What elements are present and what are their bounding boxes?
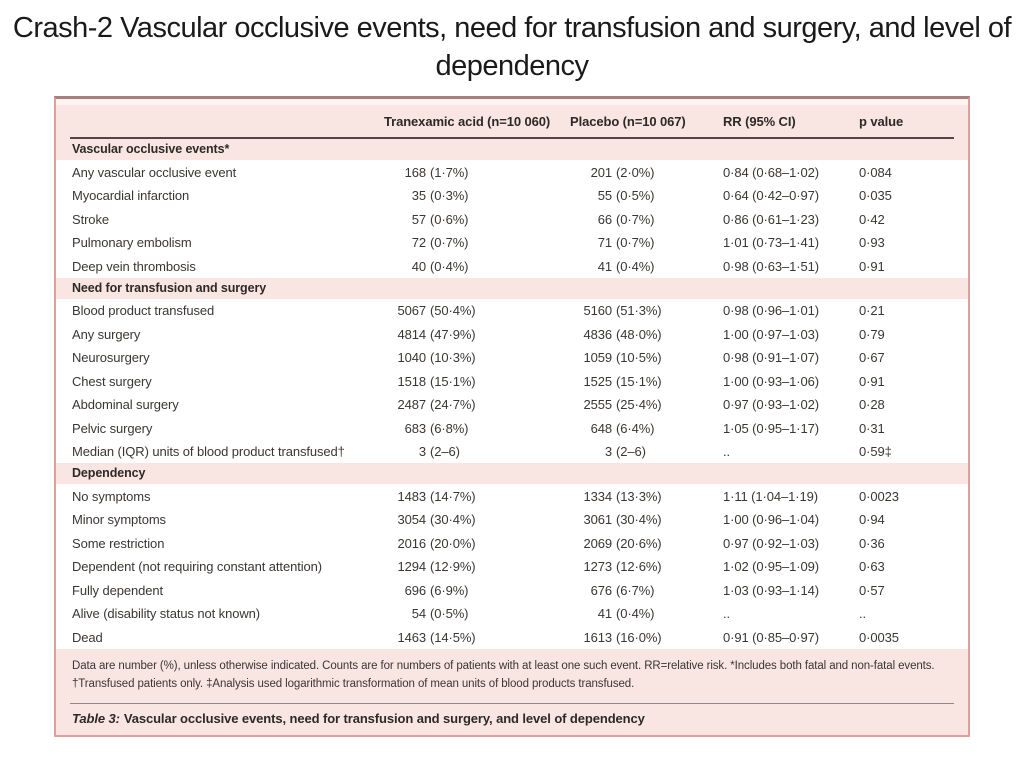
cell-pvalue: 0·91 <box>859 258 885 274</box>
column-header-tranexamic: Tranexamic acid (n=10 060) <box>384 114 551 130</box>
cell-count: 1483 <box>397 488 426 504</box>
cell-percent: (15·1%) <box>616 373 662 389</box>
row-label: Myocardial infarction <box>72 188 190 204</box>
cell-rr: 1·00 (0·97–1·03) <box>723 326 819 342</box>
cell-count: 2016 <box>397 535 426 551</box>
cell-tranexamic <box>374 489 560 504</box>
table-row <box>56 531 968 555</box>
cell-count: 66 <box>597 211 612 227</box>
column-header-pvalue: p value <box>859 114 904 130</box>
cell-rr: 1·02 (0·95–1·09) <box>723 559 819 575</box>
table-row <box>56 440 968 464</box>
cell-rr: 0·98 (0·63–1·51) <box>723 258 819 274</box>
cell-percent: (0·5%) <box>616 188 655 204</box>
cell-tranexamic <box>374 235 560 250</box>
cell-rr: 1·11 (1·04–1·19) <box>723 488 818 504</box>
cell-pvalue: 0·42 <box>859 211 885 227</box>
cell-percent: (20·0%) <box>430 535 476 551</box>
cell-placebo <box>560 512 710 527</box>
cell-count: 72 <box>411 235 426 251</box>
column-header-placebo: Placebo (n=10 067) <box>570 114 686 130</box>
cell-count: 1059 <box>583 350 612 366</box>
cell-placebo <box>560 421 710 436</box>
cell-rr: .. <box>723 444 731 460</box>
table-row <box>56 508 968 532</box>
cell-rr: 1·01 (0·73–1·41) <box>723 235 819 251</box>
cell-percent: (10·3%) <box>430 350 476 366</box>
cell-percent: (6·7%) <box>616 582 655 598</box>
cell-percent: (16·0%) <box>616 629 662 645</box>
cell-count: 1518 <box>397 373 426 389</box>
row-label: Neurosurgery <box>72 350 150 366</box>
cell-percent: (24·7%) <box>430 397 476 413</box>
cell-percent: (48·0%) <box>616 326 662 342</box>
cell-percent: (0·7%) <box>616 211 655 227</box>
row-label: Alive (disability status not known) <box>72 606 260 622</box>
cell-count: 35 <box>411 188 426 204</box>
cell-count: 3 <box>418 444 426 460</box>
cell-placebo <box>560 235 710 250</box>
cell-placebo <box>560 188 710 203</box>
cell-count: 1463 <box>397 629 426 645</box>
cell-pvalue: 0·67 <box>859 350 885 366</box>
cell-percent: (1·7%) <box>430 164 469 180</box>
table-row <box>56 322 968 346</box>
cell-count: 41 <box>597 606 612 622</box>
cell-tranexamic <box>374 630 560 645</box>
cell-pvalue: 0·28 <box>859 397 885 413</box>
table-row <box>56 254 968 278</box>
cell-percent: (14·7%) <box>430 488 476 504</box>
section-header: Need for transfusion and surgery <box>72 280 267 295</box>
cell-count: 3061 <box>583 512 612 528</box>
table-row <box>56 416 968 440</box>
cell-placebo <box>560 397 710 412</box>
cell-tranexamic <box>374 421 560 436</box>
row-label: Dead <box>72 629 103 645</box>
cell-rr: 1·00 (0·96–1·04) <box>723 512 819 528</box>
cell-placebo <box>560 165 710 180</box>
table-row <box>56 484 968 508</box>
cell-count: 696 <box>404 582 426 598</box>
cell-placebo <box>560 374 710 389</box>
section-rows <box>56 484 968 649</box>
row-label: Stroke <box>72 211 109 227</box>
row-label: Abdominal surgery <box>72 397 179 413</box>
cell-count: 2069 <box>583 535 612 551</box>
cell-rr: .. <box>723 606 731 622</box>
cell-tranexamic <box>374 606 560 621</box>
cell-rr: 1·00 (0·93–1·06) <box>723 373 819 389</box>
table-caption-label: Table 3: <box>72 711 120 726</box>
cell-percent: (12·6%) <box>616 559 662 575</box>
cell-percent: (12·9%) <box>430 559 476 575</box>
cell-count: 648 <box>590 420 612 436</box>
cell-count: 4836 <box>583 326 612 342</box>
column-header-rr: RR (95% CI) <box>723 114 796 130</box>
cell-pvalue: 0·21 <box>859 303 885 319</box>
cell-placebo <box>560 259 710 274</box>
table-row <box>56 578 968 602</box>
cell-pvalue: 0·94 <box>859 512 885 528</box>
cell-percent: (2–6) <box>430 444 460 460</box>
table-header-row <box>56 105 968 137</box>
table-row <box>56 231 968 255</box>
cell-placebo <box>560 303 710 318</box>
cell-tranexamic <box>374 397 560 412</box>
table-row <box>56 625 968 649</box>
cell-percent: (0·4%) <box>616 258 655 274</box>
row-label: Blood product transfused <box>72 303 215 319</box>
cell-placebo <box>560 327 710 342</box>
cell-placebo <box>560 489 710 504</box>
cell-pvalue: 0·035 <box>859 188 892 204</box>
row-label: Pelvic surgery <box>72 420 153 436</box>
cell-pvalue: 0·57 <box>859 582 885 598</box>
cell-tranexamic <box>374 165 560 180</box>
cell-percent: (6·4%) <box>616 420 655 436</box>
row-label: Any vascular occlusive event <box>72 164 237 180</box>
cell-percent: (2·0%) <box>616 164 655 180</box>
row-label: Any surgery <box>72 326 141 342</box>
cell-percent: (6·9%) <box>430 582 469 598</box>
table-row <box>56 393 968 417</box>
row-label: Deep vein thrombosis <box>72 258 196 274</box>
cell-rr: 0·98 (0·96–1·01) <box>723 303 819 319</box>
cell-tranexamic <box>374 259 560 274</box>
cell-percent: (6·8%) <box>430 420 469 436</box>
cell-percent: (20·6%) <box>616 535 662 551</box>
cell-count: 2487 <box>397 397 426 413</box>
cell-count: 5067 <box>397 303 426 319</box>
row-label: No symptoms <box>72 488 151 504</box>
row-label: Chest surgery <box>72 373 152 389</box>
cell-count: 1334 <box>583 488 612 504</box>
cell-percent: (2–6) <box>616 444 646 460</box>
cell-percent: (0·3%) <box>430 188 469 204</box>
table-footnote: Data are number (%), unless otherwise indicated. Counts are for numbers of patients with at least one such event. RR=relative risk. *Includes both fatal and non-fatal events. †Transfused patients only. ‡Analysis used logarithmic transformation of mean units of blood products transfused. <box>72 659 935 690</box>
cell-tranexamic <box>374 559 560 574</box>
cell-tranexamic <box>374 583 560 598</box>
cell-count: 201 <box>590 164 612 180</box>
cell-percent: (13·3%) <box>616 488 662 504</box>
cell-rr: 0·84 (0·68–1·02) <box>723 164 819 180</box>
row-label: Minor symptoms <box>72 512 166 528</box>
cell-placebo <box>560 212 710 227</box>
row-label: Median (IQR) units of blood product transfused† <box>72 444 345 460</box>
cell-percent: (0·7%) <box>430 235 469 251</box>
cell-percent: (14·5%) <box>430 629 476 645</box>
cell-placebo <box>560 536 710 551</box>
row-label: Pulmonary embolism <box>72 235 192 251</box>
section-header: Dependency <box>72 466 146 481</box>
cell-percent: (47·9%) <box>430 326 476 342</box>
cell-percent: (50·4%) <box>430 303 476 319</box>
cell-tranexamic <box>374 512 560 527</box>
cell-rr: 1·05 (0·95–1·17) <box>723 420 819 436</box>
cell-percent: (0·7%) <box>616 235 655 251</box>
cell-rr: 0·98 (0·91–1·07) <box>723 350 819 366</box>
cell-placebo <box>560 350 710 365</box>
cell-rr: 0·97 (0·92–1·03) <box>723 535 819 551</box>
results-table <box>54 96 970 737</box>
table-row <box>56 369 968 393</box>
cell-percent: (0·5%) <box>430 606 469 622</box>
cell-percent: (0·4%) <box>616 606 655 622</box>
cell-pvalue: 0·93 <box>859 235 885 251</box>
cell-pvalue: 0·0023 <box>859 488 899 504</box>
table-row <box>56 299 968 323</box>
cell-percent: (10·5%) <box>616 350 662 366</box>
cell-pvalue: 0·31 <box>859 420 885 436</box>
cell-count: 168 <box>404 164 426 180</box>
table-body <box>56 139 968 649</box>
cell-percent: (25·4%) <box>616 397 662 413</box>
cell-rr: 0·97 (0·93–1·02) <box>723 397 819 413</box>
section-rows <box>56 299 968 464</box>
cell-pvalue: 0·59‡ <box>859 444 892 460</box>
cell-rr: 0·91 (0·85–0·97) <box>723 629 819 645</box>
cell-tranexamic <box>374 536 560 551</box>
cell-pvalue: 0·084 <box>859 164 892 180</box>
cell-rr: 1·03 (0·93–1·14) <box>723 582 819 598</box>
cell-count: 1294 <box>397 559 426 575</box>
cell-count: 5160 <box>583 303 612 319</box>
table-row <box>56 184 968 208</box>
cell-pvalue: 0·63 <box>859 559 885 575</box>
cell-pvalue: .. <box>859 606 867 622</box>
page-title: Crash-2 Vascular occlusive events, need for transfusion and surgery, and level of dependency <box>12 12 1012 82</box>
cell-count: 1613 <box>583 629 612 645</box>
cell-percent: (0·6%) <box>430 211 469 227</box>
row-label: Dependent (not requiring constant attention) <box>72 559 322 575</box>
cell-count: 683 <box>404 420 426 436</box>
cell-tranexamic <box>374 303 560 318</box>
cell-count: 1525 <box>583 373 612 389</box>
cell-placebo <box>560 606 710 621</box>
cell-tranexamic <box>374 350 560 365</box>
cell-count: 71 <box>597 235 612 251</box>
cell-percent: (30·4%) <box>430 512 476 528</box>
cell-pvalue: 0·36 <box>859 535 885 551</box>
section-rows <box>56 160 968 278</box>
table-row <box>56 160 968 184</box>
cell-placebo <box>560 559 710 574</box>
cell-rr: 0·64 (0·42–0·97) <box>723 188 819 204</box>
cell-tranexamic <box>374 212 560 227</box>
cell-count: 2555 <box>583 397 612 413</box>
cell-tranexamic <box>374 444 560 459</box>
cell-pvalue: 0·91 <box>859 373 885 389</box>
cell-count: 676 <box>590 582 612 598</box>
cell-percent: (30·4%) <box>616 512 662 528</box>
table-row <box>56 555 968 579</box>
cell-count: 1273 <box>583 559 612 575</box>
section-header: Vascular occlusive events* <box>72 142 230 157</box>
cell-placebo <box>560 583 710 598</box>
cell-rr: 0·86 (0·61–1·23) <box>723 211 819 227</box>
row-label: Fully dependent <box>72 582 164 598</box>
table-caption <box>56 704 968 735</box>
cell-percent: (51·3%) <box>616 303 662 319</box>
cell-placebo <box>560 444 710 459</box>
cell-tranexamic <box>374 374 560 389</box>
cell-percent: (0·4%) <box>430 258 469 274</box>
row-label: Some restriction <box>72 535 165 551</box>
table-row <box>56 207 968 231</box>
cell-percent: (15·1%) <box>430 373 476 389</box>
cell-tranexamic <box>374 188 560 203</box>
cell-count: 57 <box>411 211 426 227</box>
cell-count: 41 <box>597 258 612 274</box>
cell-pvalue: 0·0035 <box>859 629 899 645</box>
table-row <box>56 346 968 370</box>
cell-pvalue: 0·79 <box>859 326 885 342</box>
cell-count: 1040 <box>397 350 426 366</box>
cell-count: 40 <box>411 258 426 274</box>
cell-placebo <box>560 630 710 645</box>
cell-count: 3054 <box>397 512 426 528</box>
table-caption-text: Vascular occlusive events, need for transfusion and surgery, and level of dependency <box>123 711 645 726</box>
cell-count: 55 <box>597 188 612 204</box>
cell-count: 3 <box>604 444 612 460</box>
cell-tranexamic <box>374 327 560 342</box>
cell-count: 54 <box>411 606 426 622</box>
table-row <box>56 602 968 626</box>
cell-count: 4814 <box>397 326 426 342</box>
slide <box>0 10 1024 737</box>
